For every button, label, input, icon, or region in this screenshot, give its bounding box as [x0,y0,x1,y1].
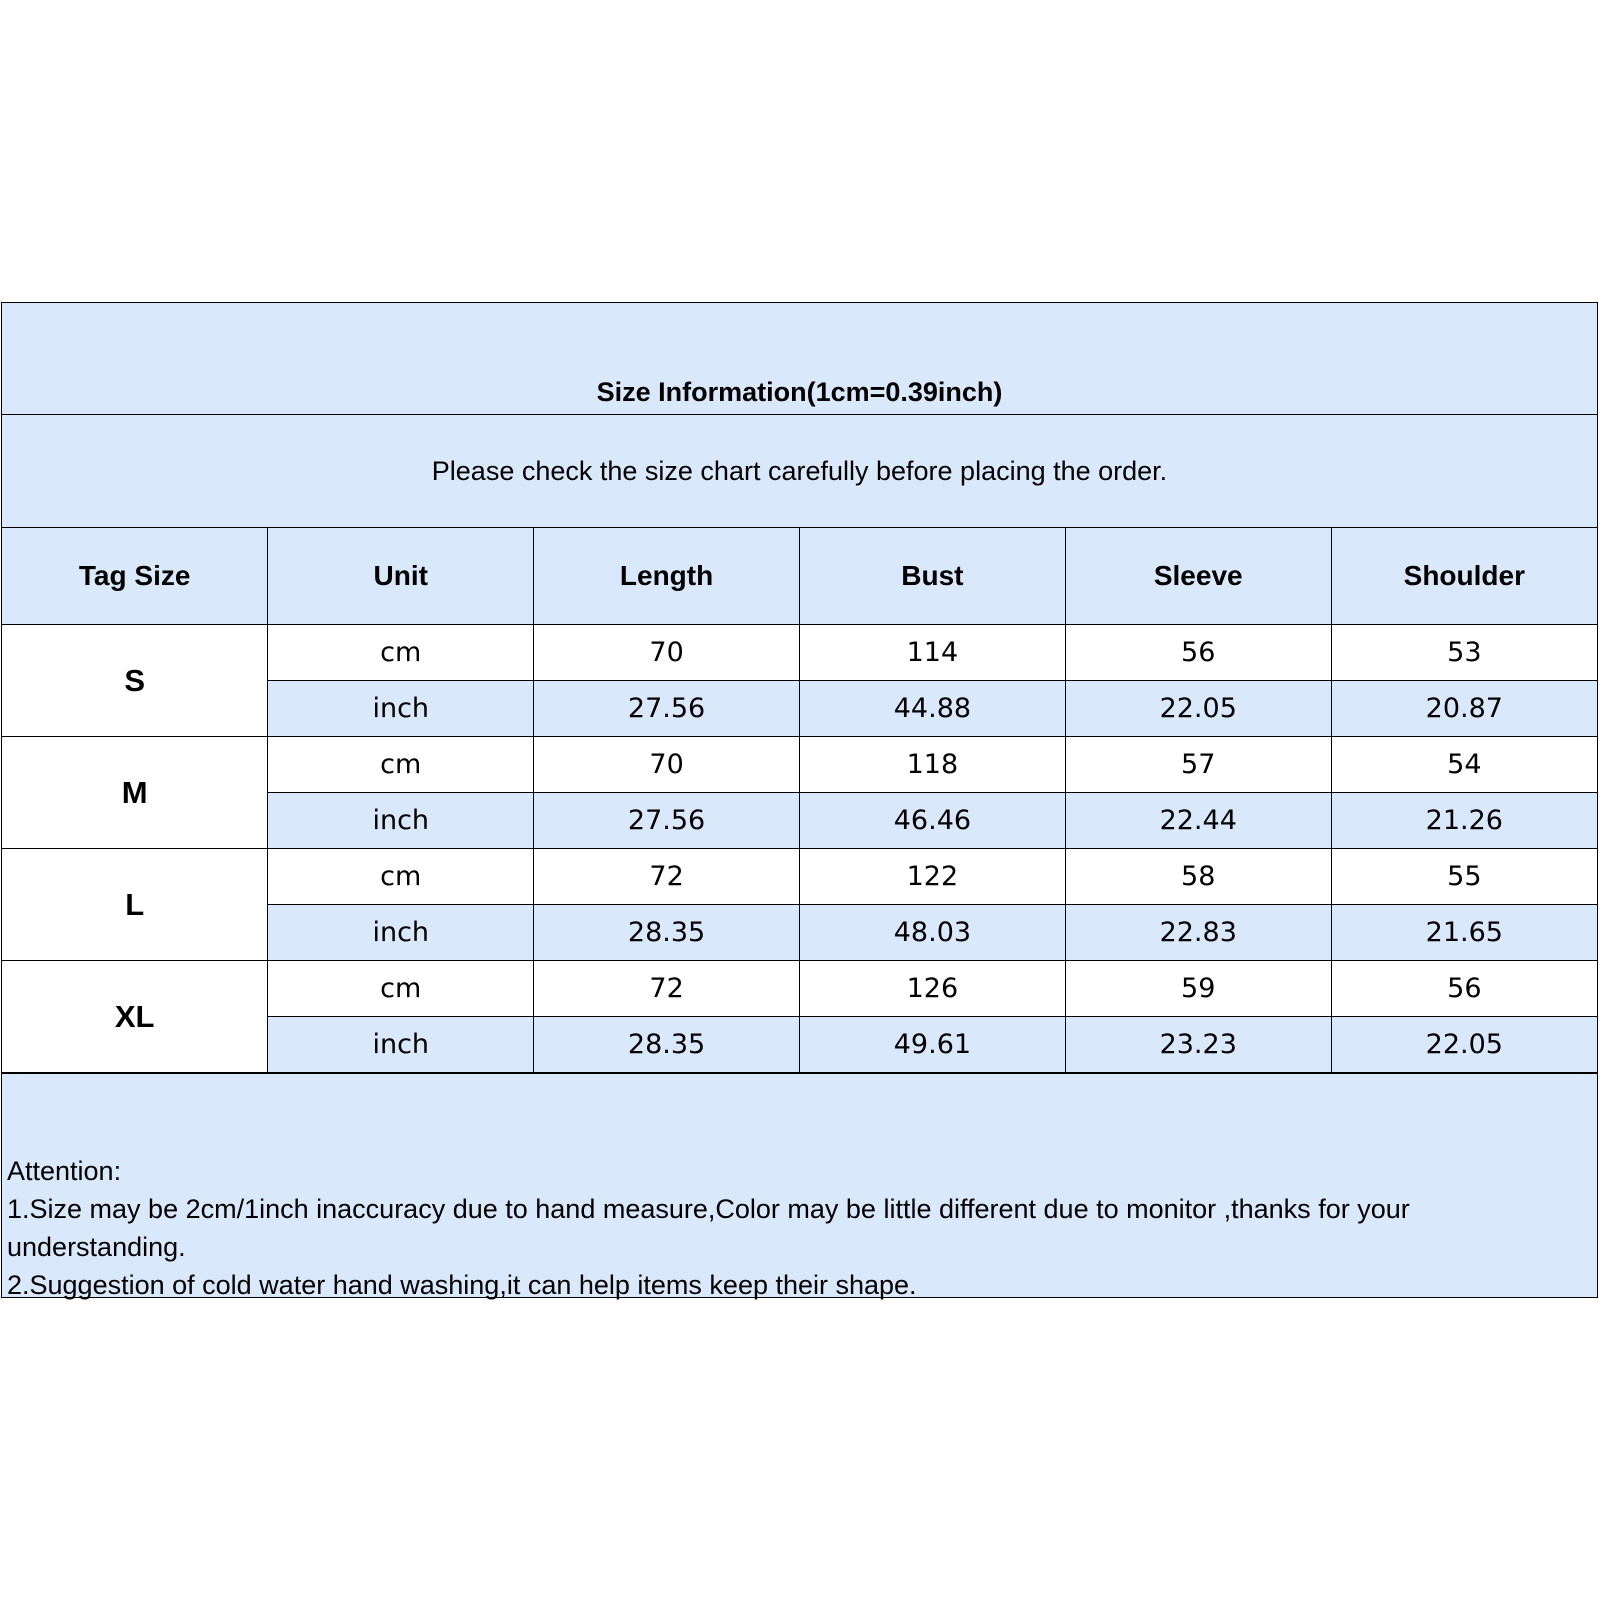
unit-cell: inch [268,905,534,961]
length-cell: 72 [534,961,800,1017]
unit-cell: inch [268,681,534,737]
sleeve-cell: 23.23 [1065,1017,1331,1073]
shoulder-cell: 53 [1331,625,1597,681]
sleeve-cell: 22.05 [1065,681,1331,737]
unit-cell: cm [268,961,534,1017]
sleeve-cell: 22.83 [1065,905,1331,961]
shoulder-cell: 55 [1331,849,1597,905]
column-header-length: Length [534,528,800,625]
size-chart [1,302,1598,1298]
table-row [2,849,1597,905]
shoulder-cell: 21.65 [1331,905,1597,961]
shoulder-cell: 56 [1331,961,1597,1017]
bust-cell: 44.88 [799,681,1065,737]
sleeve-cell: 57 [1065,737,1331,793]
attention-note-1: 1.Size may be 2cm/1inch inaccuracy due to hand measure,Color may be little different due to monitor ,thanks for your understanding. [7,1194,1410,1262]
attention-heading: Attention: [7,1156,122,1186]
bust-cell: 49.61 [799,1017,1065,1073]
size-chart-title: Size Information(1cm=0.39inch) [2,303,1597,415]
bust-cell: 122 [799,849,1065,905]
length-cell: 28.35 [534,905,800,961]
unit-cell: cm [268,625,534,681]
length-cell: 70 [534,737,800,793]
table-row [2,961,1597,1017]
column-header-shoulder: Shoulder [1331,528,1597,625]
size-chart-notice: Please check the size chart carefully before placing the order. [2,415,1597,528]
tag-size-cell: M [2,737,268,849]
unit-cell: inch [268,793,534,849]
sleeve-cell: 22.44 [1065,793,1331,849]
shoulder-cell: 54 [1331,737,1597,793]
bust-cell: 48.03 [799,905,1065,961]
sleeve-cell: 58 [1065,849,1331,905]
length-cell: 28.35 [534,1017,800,1073]
shoulder-cell: 21.26 [1331,793,1597,849]
shoulder-cell: 20.87 [1331,681,1597,737]
attention-notes [2,1073,1597,1300]
column-header-sleeve: Sleeve [1065,528,1331,625]
length-cell: 27.56 [534,681,800,737]
table-row [2,625,1597,681]
tag-size-cell: XL [2,961,268,1073]
attention-note-2: 2.Suggestion of cold water hand washing,it can help items keep their shape. [7,1270,917,1300]
unit-cell: inch [268,1017,534,1073]
column-header-tag-size: Tag Size [2,528,268,625]
length-cell: 70 [534,625,800,681]
length-cell: 72 [534,849,800,905]
sleeve-cell: 56 [1065,625,1331,681]
length-cell: 27.56 [534,793,800,849]
bust-cell: 114 [799,625,1065,681]
size-table [2,528,1597,1073]
unit-cell: cm [268,849,534,905]
table-row [2,737,1597,793]
tag-size-cell: L [2,849,268,961]
shoulder-cell: 22.05 [1331,1017,1597,1073]
header-row [2,528,1597,625]
tag-size-cell: S [2,625,268,737]
bust-cell: 126 [799,961,1065,1017]
sleeve-cell: 59 [1065,961,1331,1017]
unit-cell: cm [268,737,534,793]
bust-cell: 118 [799,737,1065,793]
bust-cell: 46.46 [799,793,1065,849]
column-header-unit: Unit [268,528,534,625]
column-header-bust: Bust [799,528,1065,625]
